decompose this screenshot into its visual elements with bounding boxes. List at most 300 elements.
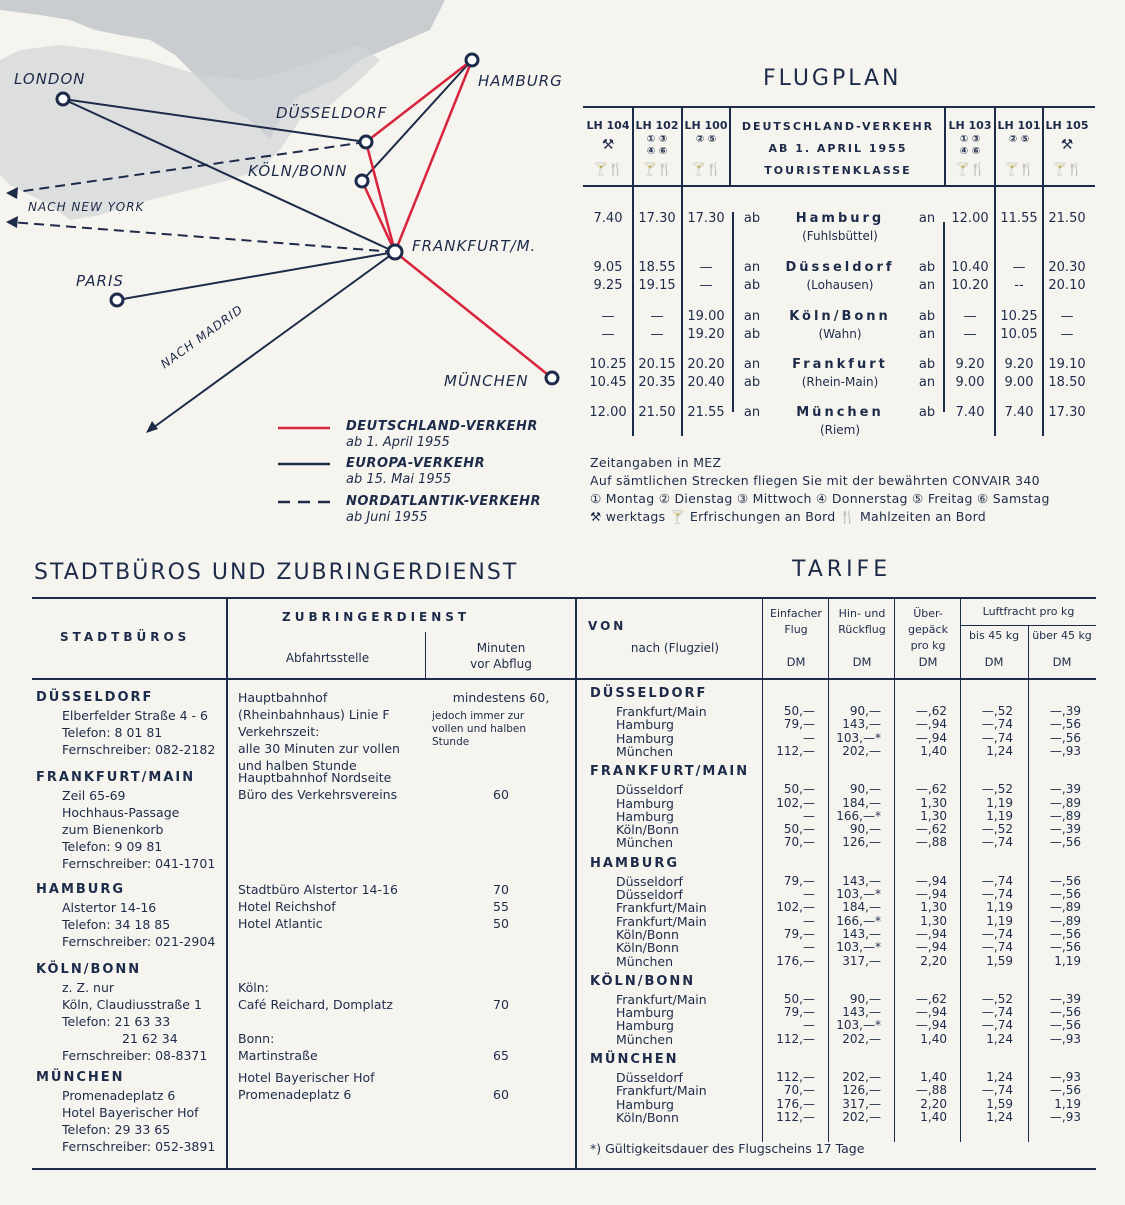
divider — [425, 632, 426, 680]
tarif-value: —,89 — [1049, 808, 1081, 823]
departure-point: Stadtbüro Alstertor 14-16 — [238, 882, 398, 897]
office-city: KÖLN/BONN — [36, 962, 142, 977]
tarif-value: 202,— — [842, 1109, 881, 1124]
tarif-value: 103,—* — [836, 730, 881, 745]
tarif-destination: Düsseldorf — [616, 782, 683, 798]
tarif-value: 1,30 — [920, 913, 947, 928]
tarif-value: 112,— — [776, 1109, 815, 1124]
office-detail: Elberfelder Straße 4 - 6 — [62, 708, 208, 723]
tarif-value: 1,24 — [986, 1031, 1013, 1046]
tarif-destination: München — [616, 835, 674, 851]
tarif-value: 1,24 — [986, 743, 1013, 758]
divider — [583, 185, 1095, 187]
departure-point: Martinstraße — [238, 1048, 318, 1063]
meal-icon: 🍸🍴 — [593, 162, 623, 176]
tarif-destination: Düsseldorf — [616, 887, 683, 902]
tarif-value: 90,— — [849, 704, 881, 718]
time-cell: 12.00 — [589, 405, 627, 420]
divider — [894, 597, 895, 1142]
meal-icon: 🍸🍴 — [1052, 162, 1082, 176]
arrival-departure: ab — [918, 405, 936, 420]
tarif-value: —,74 — [981, 1018, 1013, 1033]
minutes-before: 65 — [493, 1048, 509, 1063]
office-detail: Fernschreiber: 052-3891 — [62, 1139, 216, 1154]
city-name: München — [796, 405, 884, 420]
departure-point: Hotel Atlantic — [238, 916, 323, 931]
arrival-departure: an — [743, 309, 761, 324]
airport-name: (Wahn) — [818, 327, 862, 341]
arrival-departure: an — [743, 260, 761, 275]
tarif-value: —,89 — [1049, 795, 1081, 810]
legend-nordatlantik-date: ab Juni 1955 — [346, 510, 428, 525]
header-line: DEUTSCHLAND-VERKEHR — [741, 120, 935, 133]
office-detail: Hotel Bayerischer Hof — [62, 1105, 199, 1120]
tarif-value: 202,— — [842, 1070, 881, 1084]
tarif-value: —,93 — [1049, 1031, 1081, 1046]
time-cell: 17.30 — [638, 211, 676, 226]
office-detail: Zeil 65-69 — [62, 788, 126, 803]
tarif-value: 202,— — [842, 743, 881, 758]
tarif-value: —,74 — [981, 835, 1013, 850]
tarif-value: —,39 — [1049, 704, 1081, 718]
departure-point: Hauptbahnhof Nordseite — [238, 770, 392, 785]
time-cell: — — [1012, 260, 1026, 275]
tarif-value: —,74 — [981, 730, 1013, 745]
tarif-value: —,39 — [1049, 822, 1081, 837]
tarif-value: 317,— — [842, 1096, 881, 1111]
office-city: FRANKFURT/MAIN — [36, 770, 196, 785]
tarif-value: 166,—* — [836, 913, 881, 928]
city-name: Köln/Bonn — [789, 309, 891, 324]
route-label-new-york: NACH NEW YORK — [28, 200, 145, 214]
tarif-destination: Hamburg — [616, 1096, 674, 1112]
tarif-value: —,52 — [981, 782, 1013, 797]
time-cell: 17.30 — [687, 211, 725, 226]
tarif-value: 1,19 — [1054, 953, 1081, 968]
tarif-value: —,74 — [981, 887, 1013, 901]
flight-days: ② ⑤ — [1008, 134, 1030, 145]
arrival-departure: an — [918, 211, 936, 226]
flight-number: LH 105 — [1045, 119, 1089, 132]
city-label-koeln-bonn: KÖLN/BONN — [248, 162, 348, 180]
tarif-value: 1,59 — [986, 953, 1013, 968]
tarif-value: —,62 — [915, 991, 947, 1006]
tarif-value: —,94 — [915, 717, 947, 732]
tarif-value: 2,20 — [920, 1096, 947, 1111]
time-cell: 9.05 — [593, 260, 623, 275]
tarif-value: —,93 — [1049, 1109, 1081, 1124]
tarif-value: 112,— — [776, 1070, 815, 1084]
time-cell: 11.55 — [1000, 211, 1038, 226]
legend-europa: EUROPA-VERKEHR — [346, 456, 486, 471]
tarif-value: 102,— — [776, 900, 815, 915]
time-cell: — — [1060, 309, 1074, 324]
tarif-footnote: *) Gültigkeitsdauer des Flugscheins 17 Tage — [590, 1141, 865, 1156]
time-cell: -- — [1014, 278, 1024, 293]
tarif-value: —,56 — [1049, 1005, 1081, 1020]
tarif-destination: Hamburg — [616, 1018, 674, 1034]
tarif-value: —,56 — [1049, 730, 1081, 745]
table-border-header — [32, 678, 1096, 680]
tarif-value: 103,—* — [836, 1018, 881, 1033]
tarif-value: 70,— — [783, 835, 815, 850]
tarif-value: —,56 — [1049, 887, 1081, 901]
tarif-value: —,56 — [1049, 835, 1081, 850]
tarif-destination: Frankfurt/Main — [616, 913, 707, 929]
city-label-hamburg: HAMBURG — [478, 72, 563, 90]
time-cell: — — [601, 309, 615, 324]
tarif-value: 1,19 — [986, 808, 1013, 823]
flight-days: ① ③ ④ ⑥ — [959, 134, 981, 157]
arrival-departure: ab — [743, 211, 761, 226]
flight-number: LH 101 — [997, 119, 1041, 132]
divider — [583, 106, 1095, 108]
tarif-value: 102,— — [776, 795, 815, 810]
tarif-value: —,56 — [1049, 717, 1081, 732]
tarif-value: 50,— — [783, 704, 815, 718]
flugplan-note: Zeitangaben in MEZ — [590, 455, 722, 470]
tarif-column-header: Über- gepäck pro kg — [908, 607, 948, 652]
office-city: MÜNCHEN — [36, 1070, 125, 1085]
flight-number: LH 102 — [635, 119, 679, 132]
divider — [226, 597, 228, 1169]
tarif-destination: Köln/Bonn — [616, 940, 679, 956]
tarif-value: —,94 — [915, 873, 947, 888]
tarif-value: — — [803, 730, 815, 745]
tarif-destination: Frankfurt/Main — [616, 704, 707, 719]
currency-label: DM — [1052, 655, 1072, 669]
time-cell: — — [699, 278, 713, 293]
tarif-destination: München — [616, 743, 674, 759]
tarif-value: 143,— — [842, 926, 881, 941]
tarif-value: 90,— — [849, 991, 881, 1006]
tarif-value: 1,30 — [920, 900, 947, 915]
tarif-value: 79,— — [783, 873, 815, 888]
departure-point: Büro des Verkehrsvereins — [238, 787, 398, 802]
tarif-value: —,56 — [1049, 1018, 1081, 1033]
arrival-departure: ab — [918, 309, 936, 324]
legend-nordatlantik: NORDATLANTIK-VERKEHR — [346, 494, 542, 509]
header-zubringerdienst: ZUBRINGERDIENST — [282, 610, 471, 624]
tarife-title: TARIFE — [792, 557, 892, 582]
time-cell: 10.25 — [589, 357, 627, 372]
time-cell: 9.25 — [593, 278, 623, 293]
flugplan-title: FLUGPLAN — [763, 66, 902, 91]
tarif-value: 1,24 — [986, 1070, 1013, 1084]
departure-point: Hotel Reichshof — [238, 899, 336, 914]
arrival-departure: ab — [918, 260, 936, 275]
airport-name: (Lohausen) — [806, 278, 874, 292]
header-minuten: Minuten vor Abflug — [470, 641, 532, 671]
city-name: Frankfurt — [792, 357, 888, 372]
time-cell: 20.40 — [687, 375, 725, 390]
time-cell: 9.20 — [955, 357, 985, 372]
header-von: VON — [588, 619, 627, 633]
arrival-departure: ab — [743, 375, 761, 390]
tarif-value: 184,— — [842, 900, 881, 915]
time-cell: 20.15 — [638, 357, 676, 372]
meal-icon: 🍸🍴 — [955, 162, 985, 176]
time-cell: 21.55 — [687, 405, 725, 420]
tarif-destination: Frankfurt/Main — [616, 1083, 707, 1099]
luftfracht-header: Luftfracht pro kg — [982, 605, 1075, 618]
airport-name: (Riem) — [819, 423, 861, 437]
time-cell: 21.50 — [1048, 211, 1086, 226]
time-cell: 19.20 — [687, 327, 725, 342]
legend-deutschland: DEUTSCHLAND-VERKEHR — [346, 419, 538, 434]
header-line: TOURISTENKLASSE — [764, 164, 912, 177]
tarif-column-header: Hin- und Rückflug — [838, 607, 886, 636]
tarif-destination: Hamburg — [616, 717, 674, 733]
tarif-destination: Düsseldorf — [616, 1070, 683, 1085]
tarif-value: —,94 — [915, 1018, 947, 1033]
time-cell: 10.40 — [951, 260, 989, 275]
currency-label: DM — [786, 655, 806, 669]
office-detail: 21 62 34 — [122, 1031, 178, 1046]
workday-icon: ⚒ — [601, 137, 615, 153]
flight-days: ② ⑤ — [695, 134, 717, 145]
tarif-value: —,56 — [1049, 940, 1081, 955]
airport-name: (Fuhlsbüttel) — [802, 229, 878, 243]
tarif-value: 1,19 — [986, 900, 1013, 915]
office-detail: Fernschreiber: 021-2904 — [62, 934, 216, 949]
office-city: HAMBURG — [36, 882, 126, 897]
tarif-destination: München — [616, 953, 674, 969]
time-cell: 7.40 — [1004, 405, 1034, 420]
tarif-value: 1,30 — [920, 795, 947, 810]
time-cell: 19.15 — [638, 278, 676, 293]
time-cell: — — [650, 309, 664, 324]
tarif-value: —,74 — [981, 940, 1013, 955]
time-cell: 10.05 — [1000, 327, 1038, 342]
tarif-value: —,56 — [1049, 1083, 1081, 1098]
tarif-origin: DÜSSELDORF — [590, 686, 708, 701]
tarif-origin: HAMBURG — [590, 855, 680, 871]
arrival-departure: an — [743, 357, 761, 372]
tarif-destination: Hamburg — [616, 808, 674, 824]
departure-point: Hotel Bayerischer Hof — [238, 1070, 375, 1085]
tarif-value: 126,— — [842, 835, 881, 850]
tarif-value: —,93 — [1049, 743, 1081, 758]
tarif-value: 90,— — [849, 782, 881, 797]
time-cell: — — [699, 260, 713, 275]
header-line: AB 1. APRIL 1955 — [768, 142, 908, 155]
tarif-value: 112,— — [776, 1031, 815, 1046]
tarif-destination: Köln/Bonn — [616, 822, 679, 838]
tarif-value: 1,40 — [920, 1031, 947, 1046]
tarif-value: 1,30 — [920, 808, 947, 823]
tarif-value: 202,— — [842, 1031, 881, 1046]
office-city: DÜSSELDORF — [36, 690, 154, 705]
office-detail: Fernschreiber: 041-1701 — [62, 856, 216, 871]
tarif-value: —,62 — [915, 704, 947, 718]
tarif-value: 79,— — [783, 717, 815, 732]
direction-arrow — [732, 212, 734, 412]
time-cell: 20.30 — [1048, 260, 1086, 275]
legend-europa-date: ab 15. Mai 1955 — [346, 472, 452, 487]
departure-point: alle 30 Minuten zur vollen — [238, 741, 400, 756]
city-name: Düsseldorf — [785, 260, 895, 275]
tarif-value: 1,19 — [986, 795, 1013, 810]
tarif-column-header: Einfacher Flug — [770, 607, 822, 636]
tarif-destination: Hamburg — [616, 730, 674, 746]
tarif-value: 90,— — [849, 822, 881, 837]
tarif-value: 184,— — [842, 795, 881, 810]
tarif-value: 50,— — [783, 782, 815, 797]
time-cell: 9.20 — [1004, 357, 1034, 372]
flugplan-center-header — [732, 116, 944, 182]
minutes-before: 50 — [493, 916, 509, 931]
tarif-origin: KÖLN/BONN — [590, 973, 696, 989]
tarif-value: 1,40 — [920, 1109, 947, 1124]
tarif-value: —,56 — [1049, 926, 1081, 941]
tarif-value: 70,— — [783, 1083, 815, 1098]
time-cell: 9.00 — [1004, 375, 1034, 390]
tarif-value: 79,— — [783, 926, 815, 941]
tarif-value: —,94 — [915, 1005, 947, 1020]
time-cell: 21.50 — [638, 405, 676, 420]
meal-icon: 🍸🍴 — [642, 162, 672, 176]
tarif-value: 1,40 — [920, 1070, 947, 1084]
tarif-value: 112,— — [776, 743, 815, 758]
office-detail: zum Bienenkorb — [62, 822, 164, 837]
city-label-duesseldorf: DÜSSELDORF — [276, 104, 388, 122]
city-label-paris: PARIS — [76, 272, 124, 290]
minutes-before: 70 — [493, 997, 509, 1012]
office-detail: Telefon: 8 01 81 — [62, 725, 163, 740]
currency-label: DM — [984, 655, 1004, 669]
time-cell: 19.10 — [1048, 357, 1086, 372]
minutes-note: jedoch immer zur vollen und halben Stunde — [432, 710, 527, 748]
tarif-value: —,74 — [981, 873, 1013, 888]
tarif-destination: Hamburg — [616, 1005, 674, 1021]
header-abfahrtsstelle: Abfahrtsstelle — [285, 651, 370, 665]
airport-name: (Rhein-Main) — [801, 375, 879, 389]
time-cell: 18.55 — [638, 260, 676, 275]
arrival-departure: ab — [743, 278, 761, 293]
time-cell: — — [963, 309, 977, 324]
divider — [575, 597, 577, 1169]
tarif-value: 143,— — [842, 873, 881, 888]
time-cell: 17.30 — [1048, 405, 1086, 420]
tarif-value: —,52 — [981, 704, 1013, 718]
time-cell: 20.35 — [638, 375, 676, 390]
tarif-value: —,94 — [915, 940, 947, 955]
meal-icon: 🍸🍴 — [691, 162, 721, 176]
arrival-departure: ab — [743, 327, 761, 342]
tarif-value: 176,— — [776, 1096, 815, 1111]
tarif-destination: Frankfurt/Main — [616, 991, 707, 1007]
tarif-value: —,39 — [1049, 782, 1081, 797]
tarif-destination: Köln/Bonn — [616, 1109, 679, 1125]
time-cell: — — [601, 327, 615, 342]
tarif-destination: Frankfurt/Main — [616, 900, 707, 916]
tarif-value: —,74 — [981, 1083, 1013, 1098]
currency-label: DM — [918, 655, 938, 669]
divider — [960, 625, 1096, 626]
tarif-value: —,89 — [1049, 900, 1081, 915]
tarif-value: 1,59 — [986, 1096, 1013, 1111]
tarif-value: 166,—* — [836, 808, 881, 823]
tarif-value: 1,19 — [1054, 1096, 1081, 1111]
time-cell: 10.25 — [1000, 309, 1038, 324]
time-cell: 12.00 — [951, 211, 989, 226]
departure-point: Hauptbahnhof — [238, 690, 328, 705]
departure-point: (Rheinbahnhaus) Linie F — [238, 707, 390, 722]
tarif-value: —,74 — [981, 1005, 1013, 1020]
office-detail: Alstertor 14-16 — [62, 900, 157, 915]
arrival-departure: an — [743, 405, 761, 420]
tarif-value: —,52 — [981, 991, 1013, 1006]
tarif-value: —,62 — [915, 782, 947, 797]
tarif-value: —,94 — [915, 887, 947, 901]
tarif-value: —,74 — [981, 926, 1013, 941]
office-detail: Promenadeplatz 6 — [62, 1088, 176, 1103]
meal-icon: 🍸🍴 — [1004, 162, 1034, 176]
office-detail: Köln, Claudiusstraße 1 — [62, 997, 202, 1012]
tarif-origin: MÜNCHEN — [590, 1052, 679, 1067]
departure-point: Bonn: — [238, 1031, 275, 1046]
departure-point: Promenadeplatz 6 — [238, 1087, 352, 1102]
arrival-departure: an — [918, 375, 936, 390]
office-detail: Fernschreiber: 08-8371 — [62, 1048, 208, 1063]
direction-arrow — [943, 222, 945, 412]
departure-point: Köln: — [238, 980, 269, 995]
time-cell: 7.40 — [955, 405, 985, 420]
arrival-departure: ab — [918, 357, 936, 372]
tarif-value: —,74 — [981, 717, 1013, 732]
tarif-value: —,62 — [915, 822, 947, 837]
tarif-value: —,39 — [1049, 991, 1081, 1006]
header-nach: nach (Flugziel) — [630, 641, 720, 655]
flight-number: LH 103 — [948, 119, 992, 132]
time-cell: 7.40 — [593, 211, 623, 226]
tarif-value: 103,—* — [836, 940, 881, 955]
minutes-before: 55 — [493, 899, 509, 914]
minutes-before: 60 — [493, 787, 509, 802]
flight-number: LH 100 — [684, 119, 728, 132]
minutes-before: mindestens 60, — [452, 690, 550, 705]
table-border-top — [32, 597, 1096, 599]
time-cell: 20.10 — [1048, 278, 1086, 293]
header-stadtbueros: STADTBÜROS — [60, 630, 191, 644]
currency-label: DM — [852, 655, 872, 669]
tarif-value: 50,— — [783, 822, 815, 837]
office-detail: Telefon: 9 09 81 — [62, 839, 163, 854]
tarif-value: — — [803, 1018, 815, 1033]
tarif-value: — — [803, 913, 815, 928]
tarif-value: 103,—* — [836, 887, 881, 901]
tarif-value: 317,— — [842, 953, 881, 968]
tarif-destination: Düsseldorf — [616, 873, 683, 889]
tarif-destination: Hamburg — [616, 795, 674, 811]
office-detail: Telefon: 34 18 85 — [62, 917, 171, 932]
route-label-madrid: NACH MADRID — [158, 302, 246, 372]
flight-number: LH 104 — [586, 119, 630, 132]
tarif-value: 176,— — [776, 953, 815, 968]
legend-deutschland-date: ab 1. April 1955 — [346, 435, 450, 450]
tarif-value: 1,19 — [986, 913, 1013, 928]
workday-icon: ⚒ — [1060, 137, 1074, 153]
tarif-value: 143,— — [842, 1005, 881, 1020]
arrival-departure: an — [918, 327, 936, 342]
tarif-origin: FRANKFURT/MAIN — [590, 764, 750, 780]
divider — [762, 597, 763, 1142]
flugplan-note: Auf sämtlichen Strecken fliegen Sie mit der bewährten CONVAIR 340 — [590, 473, 1040, 488]
office-detail: z. Z. nur — [62, 980, 115, 995]
tarif-value: —,89 — [1049, 913, 1081, 928]
city-label-muenchen: MÜNCHEN — [444, 372, 529, 390]
